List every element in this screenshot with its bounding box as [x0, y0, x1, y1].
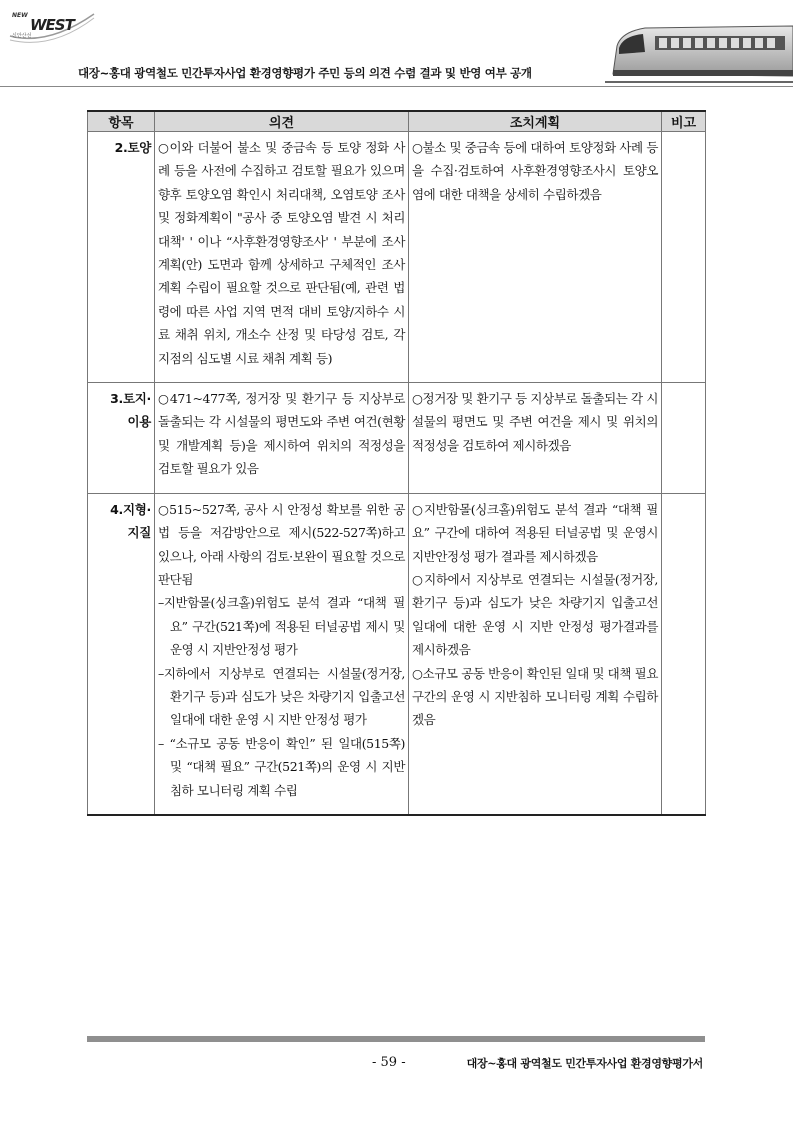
action-cell — [409, 383, 662, 494]
item-cell — [88, 493, 155, 815]
footer-title: 대장~홍대 광역철도 민간투자사업 환경영향평가서 — [466, 1057, 703, 1070]
opinion-table — [87, 110, 706, 816]
logo-west-text: WEST — [30, 16, 74, 34]
logo-sub-text: 신안산선 — [12, 33, 32, 39]
item-label: 4.지형· — [110, 501, 151, 517]
opinion-bullet: ○이와 더불어 불소 및 중금속 등 토양 정화 사례 등을 사전에 수집하고 검토할 필요가 있으며 향후 토양오염 확인시 처리대책, 오염토양 조사 및 정화계획이 "공사 중 토양오염 발견 시 처리대책' ' 이나 “사후환경영향조사' ' 부분에 조사계획(안) 도면과 함께 상세하고 구체적인 조사계획 수립이 필요할 것으로 판단됨(예, 관련 법령에 따른 사업 지역 면적 대비 토양/지하수 시료 채취 위치, 개소수 산정 및 타당성 검토, 각 지점의 심도별 시료 채취 계획 등) — [158, 140, 405, 366]
action-bullet: ○지하에서 지상부로 연결되는 시설물(정거장, 환기구 등)과 심도가 낮은 차량기지 입출고선 일대에 대한 운영 시 지반 안정성 평가결과를 제시하겠음 — [412, 571, 658, 658]
opinion-cell — [155, 493, 409, 815]
page-header — [0, 0, 793, 100]
table-row — [88, 493, 706, 815]
header-opinion: 의견 — [155, 111, 409, 132]
item-cell — [88, 132, 155, 383]
opinion-sub-item: – “소규모 공동 반응이 확인” 된 일대(515쪽) 및 “대책 필요” 구간(521쪽)의 운영 시 지반침하 모니터링 계획 수립 — [158, 735, 405, 798]
item-label: 지질 — [127, 525, 151, 541]
header-item: 항목 — [88, 111, 155, 132]
opinion-bullet: ○471~477쪽, 정거장 및 환기구 등 지상부로 돌출되는 각 시설물의 평면도와 주변 여건(현황 및 개발계획 등)을 제시하여 위치의 적정성을 검토할 필요가 있음 — [158, 391, 405, 477]
logo-new-text: NEW — [12, 12, 28, 19]
action-bullet: ○지반함몰(싱크홀)위험도 분석 결과 “대책 필요” 구간에 대하여 적용된 터널공법 및 운영시 지반안정성 평가 결과를 제시하겠음 — [412, 501, 658, 564]
action-cell — [409, 132, 662, 383]
document-header-title: 대장~홍대 광역철도 민간투자사업 환경영향평가 주민 등의 의견 수렴 결과 및 반영 여부 공개 — [78, 66, 532, 80]
header-divider — [0, 86, 793, 87]
table-row — [88, 383, 706, 494]
opinion-bullet: ○515~527쪽, 공사 시 안정성 확보를 위한 공법 등을 저감방안으로 제시(522-527쪽)하고 있으나, 아래 사항의 검토·보완이 필요할 것으로 판단됨 — [158, 501, 405, 587]
item-label: 3.토지· — [110, 391, 151, 407]
action-bullet: ○소규모 공동 반응이 확인된 일대 및 대책 필요 구간의 운영 시 지반침하 모니터링 계획 수립하겠음 — [412, 665, 658, 728]
item-cell — [88, 383, 155, 494]
opinion-cell — [155, 132, 409, 383]
action-bullet: ○정거장 및 환기구 등 지상부로 돌출되는 각 시설물의 평면도 및 주변 여건을 제시 및 위치의 적정성을 검토하여 제시하겠음 — [412, 391, 658, 453]
header-action: 조치계획 — [409, 111, 662, 132]
note-cell — [662, 132, 706, 383]
note-cell — [662, 493, 706, 815]
table-body — [88, 132, 706, 815]
item-label: 2.토양 — [114, 140, 151, 155]
train-icon — [605, 14, 793, 86]
header-note: 비고 — [662, 111, 706, 132]
opinion-sub-item: –지반함몰(싱크홀)위험도 분석 결과 “대책 필요” 구간(521쪽)에 적용된 터널공법 제시 및 운영 시 지반안정성 평가 — [158, 595, 405, 658]
opinion-cell — [155, 383, 409, 494]
company-logo — [8, 10, 88, 44]
opinion-sub-item: –지하에서 지상부로 연결되는 시설물(정거장, 환기구 등)과 심도가 낮은 차량기지 입출고선 일대에 대한 운영 시 지반 안정성 평가 — [158, 665, 405, 728]
table-row — [88, 132, 706, 383]
item-label: 이용 — [127, 414, 151, 430]
table-header-row — [88, 111, 706, 132]
action-bullet: ○불소 및 중금속 등에 대하여 토양정화 사례 등을 수집·검토하여 사후환경영향조사시 토양오염에 대한 대책을 상세히 수립하겠음 — [412, 140, 658, 202]
note-cell — [662, 383, 706, 494]
page-number: - 59 - — [372, 1055, 406, 1070]
action-cell — [409, 493, 662, 815]
footer-divider — [87, 1036, 705, 1042]
